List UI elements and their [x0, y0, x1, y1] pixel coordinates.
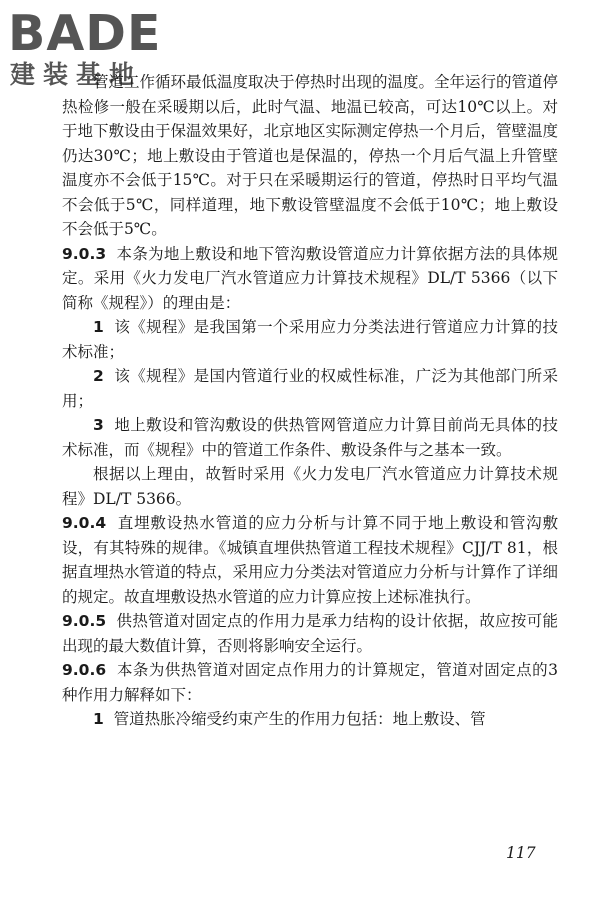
list-item [62, 413, 558, 462]
list-item [62, 315, 558, 364]
list-item [62, 364, 558, 413]
paragraph-text: 管道热胀冷缩受约束产生的作用力包括：地上敷设、管 [113, 710, 486, 728]
item-number: 1 [93, 710, 104, 728]
paragraph [62, 462, 558, 511]
logo-wordmark: BADE [8, 5, 162, 62]
list-item [62, 707, 558, 732]
section-9-0-3 [62, 242, 558, 316]
section-number: 9.0.6 [62, 661, 107, 679]
section-9-0-6 [62, 658, 558, 707]
paragraph-text: 供热管道对固定点的作用力是承力结构的设计依据，故应按可能出现的最大数值计算，否则将影响安全运行。 [62, 612, 558, 655]
item-number: 1 [93, 318, 104, 336]
section-number: 9.0.5 [62, 612, 107, 630]
paragraph-text: 直埋敷设热水管道的应力分析与计算不同于地上敷设和管沟敷设，有其特殊的规律。《城镇直埋供热管道工程技术规程》CJJ/T 81，根据直埋热水管道的特点，采用应力分类法对管道应力分析与计算作了详细的规定。故直埋敷设热水管道的应力计算应按上述标准执行。 [62, 514, 559, 606]
paragraph-text: 管道工作循环最低温度取决于停热时出现的温度。全年运行的管道停热检修一般在采暖期以后，此时气温、地温已较高，可达10℃以上。对于地下敷设由于保温效果好，北京地区实际测定停热一个月后，管壁温度仍达30℃；地上敷设由于管道也是保温的，停热一个月后气温上升管壁温度亦不会低于15℃。对于只在采暖期运行的管道，停热时日平均气温不会低于5℃，同样道理，地下敷设管壁温度不会低于10℃；地上敷设不会低于5℃。 [62, 73, 559, 238]
item-number: 3 [93, 416, 104, 434]
document-body [62, 70, 558, 732]
page-number: 117 [506, 844, 536, 862]
paragraph-text: 该《规程》是国内管道行业的权威性标准，广泛为其他部门所采用； [62, 367, 558, 410]
section-9-0-5 [62, 609, 558, 658]
section-number: 9.0.3 [62, 244, 107, 263]
section-number: 9.0.4 [62, 514, 107, 532]
section-9-0-4 [62, 511, 558, 609]
paragraph-text: 该《规程》是我国第一个采用应力分类法进行管道应力计算的技术标准； [62, 318, 558, 361]
paragraph-text: 本条为地上敷设和地下管沟敷设管道应力计算依据方法的具体规定。采用《火力发电厂汽水管道应力计算技术规程》DL/T 5366（以下简称《规程》）的理由是： [62, 244, 558, 312]
paragraph-text: 根据以上理由，故暂时采用《火力发电厂汽水管道应力计算技术规程》DL/T 5366。 [62, 465, 558, 508]
item-number: 2 [93, 367, 104, 385]
logo-subtitle: 建装基地 [10, 60, 143, 89]
paragraph-text: 本条为供热管道对固定点作用力的计算规定，管道对固定点的3种作用力解释如下： [62, 661, 558, 704]
paragraph [62, 70, 558, 242]
paragraph-text: 地上敷设和管沟敷设的供热管网管道应力计算目前尚无具体的技术标准，而《规程》中的管道工作条件、敷设条件与之基本一致。 [62, 416, 558, 459]
